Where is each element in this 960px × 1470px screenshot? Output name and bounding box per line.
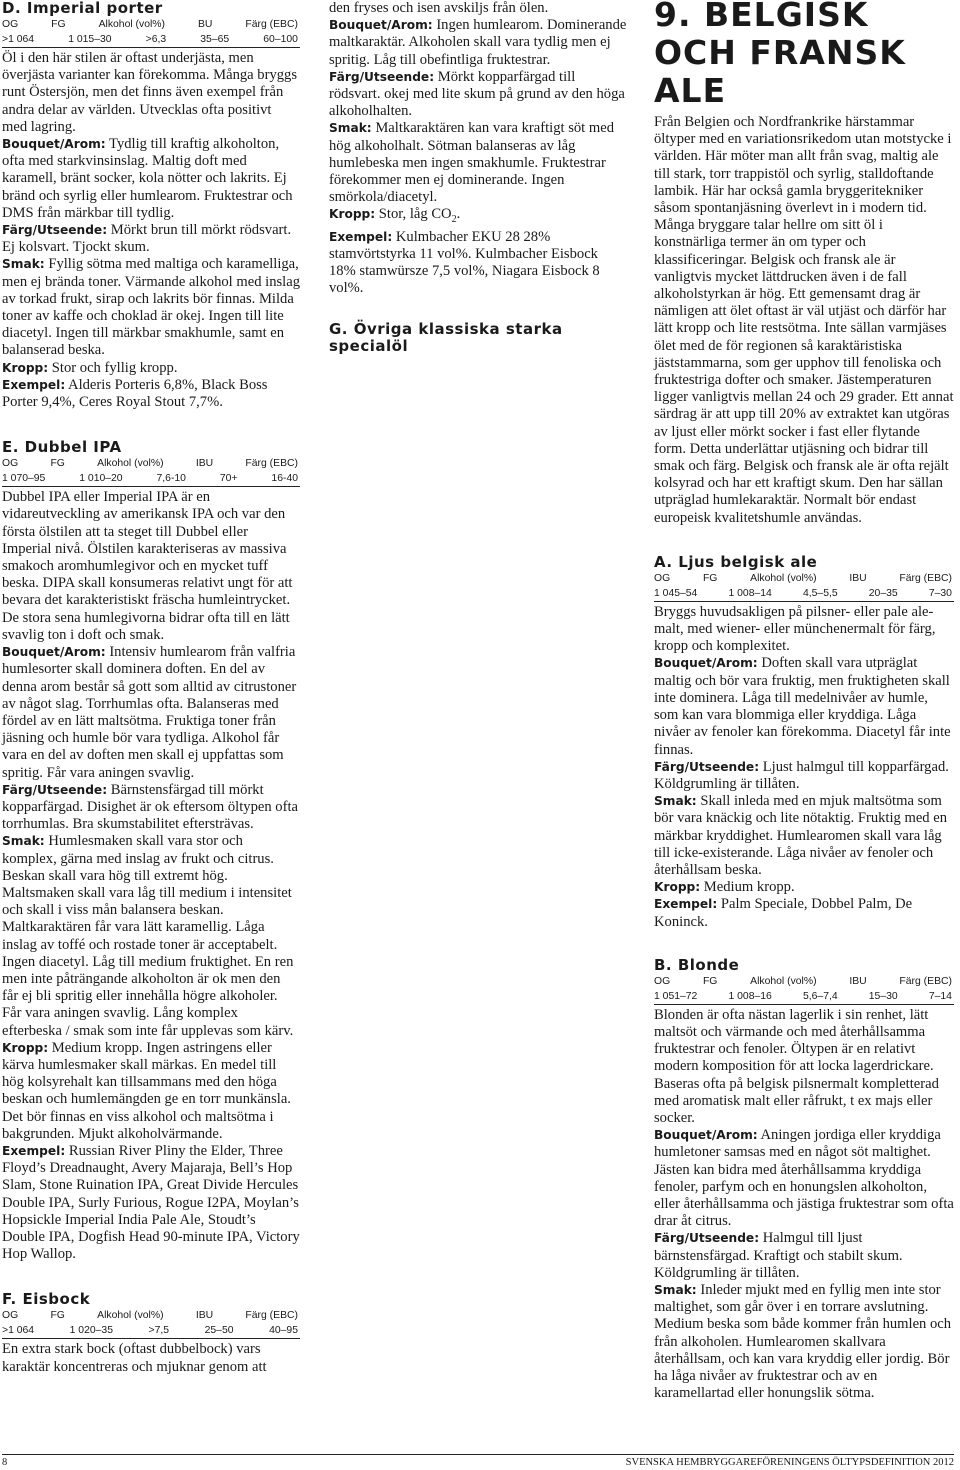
chapter-heading-line2: OCH FRANSK ALE [654, 33, 906, 110]
column-right [654, 0, 954, 1402]
intro-paragraph: Bryggs huvudsakligen på pilsner- eller pale ale-malt, med wiener- eller münchenermalt för färg, kropp och komplexitet. [654, 603, 936, 655]
intro-paragraph: Öl i den här stilen är oftast underjästa, men överjästa varianter kan förekomma. Många bryggs runt Östersjön, men det finns även exempel från andra delar av världen. Utvecklas ofta positivt med lagring. [2, 50, 298, 135]
spec-value-row [654, 991, 954, 1005]
spec-header: FG [702, 572, 718, 584]
spec-value: >7,5 [148, 1325, 170, 1337]
example-label: Exempel: [2, 1143, 66, 1158]
bouquet-text: Aningen jordiga eller kryddiga humletoner samsas med en något söt maltighet. Jästen kan bidra med återhållsamma kryddiga fenoler, parfym och en honungslen alkoholton, eller återhållsamma och jästiga fruktestrar som ofta drar åt citrus. [654, 1127, 954, 1230]
spec-header: Färg (EBC) [245, 458, 298, 470]
taste-text: Humlesmaken skall vara stor och komplex, gärna med inslag av frukt och citrus. Beskan skall vara hög till extremt hög. Maltsmaken skall vara låg till medium i intensitet och skall i viss mån balansera beskan. Maltkaraktären får vara lätt karamellig. Låga inslag av toffé och rostade toner är acceptabelt. Ingen diacetyl. Låg till medium fruktighet. En ren men inte påträngande alkoholton är ok men den får ej bli spritig eller innehålla högre alkoholer. Får vara aningen svavlig. Lång komplex efterbeska / smak som inte får upplevas som kärv. [2, 833, 294, 1039]
section-title: B. Blonde [654, 955, 740, 974]
example-label: Exempel: [654, 897, 718, 912]
column-left [2, 0, 300, 1376]
section-imperial-porter [2, 0, 300, 411]
spec-value: 1 008–14 [728, 587, 772, 599]
section-body [2, 50, 300, 411]
intro-paragraph: Blonden är ofta nästan lagerlik i sin renhet, lätt maltsöt och värmande och med återhållsamma fruktestrar och fenoler. Öltypen är en relativt modern komposition för att locka lagerdrickare. Baseras ofta på belgisk pilsnermalt kompletterad med aromatisk malt eller råfrukt, t ex majs eller socker. [654, 1006, 939, 1126]
spec-value: 7–14 [928, 990, 952, 1002]
spec-header: FG [702, 975, 718, 987]
section-body [329, 0, 627, 297]
spec-header: FG [51, 19, 66, 30]
section-blonde [654, 957, 954, 1403]
chapter-heading-line1: 9. BELGISK [654, 0, 869, 34]
example-text: Palm Speciale, Dobbel Palm, De Koninck. [654, 896, 913, 930]
spec-header: FG [50, 458, 65, 470]
color-text: Halmgul till ljust bärnstensfärgad. Kraftigt och stabilt skum. Köldgrumling är tillåten. [654, 1230, 903, 1281]
body-label: Kropp: [2, 1040, 49, 1055]
section-dubbel-ipa [2, 439, 300, 1263]
spec-value: 1 008–16 [728, 990, 772, 1002]
spec-value: 16-40 [271, 473, 298, 485]
section-body [654, 604, 954, 931]
body-paragraph [2, 1040, 300, 1143]
taste-text: Inleder mjukt med en fyllig men inte stor maltighet, som går över i en torrare avslutning. Medium beska som både kommer från humlen och från alkoholen. Humlearomen skallvara återhållsam, och kan vara kryddig eller jordig. Bör ha låga nivåer av fruktestrar och av en karamellartad eller honungslik sötma. [654, 1281, 952, 1402]
spec-value: 1 045–54 [654, 587, 698, 599]
bouquet-paragraph [2, 136, 300, 222]
taste-label: Smak: [2, 834, 45, 849]
color-paragraph [2, 222, 300, 256]
example-paragraph [654, 896, 954, 930]
body-text: Medium kropp. Ingen astringens eller kärva humlesmaker skall märkas. En medel till hög kolsyrehalt kan tillsammans med den höga beskan och humlemängden ge en torr munkänsla. Det bör finnas en viss alkohol och maltsötma i bakgrunden. Mjukt alkoholvärmande. [2, 1039, 291, 1142]
spec-value: 1 010–20 [79, 473, 123, 485]
bouquet-paragraph [329, 17, 627, 69]
chapter-intro [654, 114, 954, 527]
example-paragraph [2, 1143, 300, 1263]
bouquet-label: Bouquet/Arom: [2, 645, 106, 660]
page-footer [2, 1454, 954, 1468]
spec-value: 5,6–7,4 [802, 990, 838, 1002]
spec-value: 70+ [219, 473, 238, 485]
spec-header: OG [2, 19, 19, 30]
column-middle [329, 0, 627, 355]
spec-header: Alkohol (vol%) [97, 1310, 164, 1322]
color-text: Ljust halmgul till kopparfärgad. Köldgrumling är tillåten. [654, 758, 949, 792]
taste-label: Smak: [329, 121, 372, 136]
spec-header: OG [2, 458, 19, 470]
spec-value: 4,5–5,5 [802, 587, 838, 599]
spec-value-row [2, 34, 300, 48]
spec-header-row [654, 976, 954, 988]
body-paragraph [329, 206, 627, 228]
example-paragraph [329, 229, 627, 298]
body-label: Kropp: [654, 880, 701, 895]
example-label: Exempel: [2, 377, 66, 392]
bouquet-text: Doften skall vara utpräglat maltig och bör vara fruktig, men fruktigheten skall inte dominera. Låga till medelnivåer av humle, som kan vara blommiga eller kryddiga. Låga nivåer av fenoler kan förekomma. Diacetyl får inte finnas. [654, 655, 951, 758]
body-text: Stor och fyllig kropp. [48, 359, 178, 376]
body-text: Medium kropp. [700, 879, 795, 896]
spec-header: Färg (EBC) [245, 19, 298, 30]
bouquet-paragraph [654, 1127, 954, 1230]
bouquet-text: Ingen humlearom. Dominerande maltkaraktär. Alkoholen skall vara tydlig men ej spritig. Låg till obefintliga fruktestrar. [329, 17, 627, 68]
color-label: Färg/Utseende: [2, 223, 108, 238]
spec-header: Färg (EBC) [899, 975, 952, 987]
spec-header: IBU [849, 572, 867, 584]
taste-paragraph [329, 120, 627, 206]
color-label: Färg/Utseende: [654, 759, 760, 774]
spec-header: FG [50, 1310, 65, 1322]
taste-paragraph [654, 1282, 954, 1402]
spec-value: >6,3 [145, 34, 167, 45]
example-text: Alderis Porteris 6,8%, Black Boss Porter 9,4%, Ceres Royal Stout 7,7%. [2, 376, 268, 411]
taste-paragraph [2, 833, 300, 1039]
section-title-ovriga: G. Övriga klassiska starka specialöl [329, 320, 563, 356]
spec-value: 35–65 [200, 34, 230, 45]
spec-value: 7–30 [928, 587, 952, 599]
example-text: Russian River Pliny the Elder, Three Floyd’s Dreadnaught, Avery Majaraja, Bell’s Hop Slam, Stone Ruination IPA, Great Divide Hercules Double IPA, Surly Furious, Rogue I2PA, Moylan’s Hopsickle Imperial India Pale Ale, Stoudt’s Double IPA, Dogfish Head 90-minute IPA, Victory Hop Wallop. [2, 1142, 300, 1263]
spec-header-row [2, 458, 300, 470]
intro-paragraph: En extra stark bock (oftast dubbelbock) vars karaktär koncentreras och mjuknar genom att [2, 1341, 267, 1375]
body-paragraph [2, 360, 300, 377]
body-subscript: 2 [451, 214, 457, 226]
spec-value: 1 051–72 [654, 990, 698, 1002]
color-label: Färg/Utseende: [329, 69, 435, 84]
section-title: D. Imperial porter [2, 0, 163, 17]
color-paragraph [654, 1230, 954, 1282]
example-paragraph [2, 377, 300, 411]
color-label: Färg/Utseende: [2, 782, 108, 797]
spec-value: 7,6-10 [156, 473, 186, 485]
spec-header: BU [197, 19, 213, 30]
spec-header-row [654, 573, 954, 585]
spec-value: 40–95 [269, 1325, 298, 1337]
spec-header: IBU [849, 975, 867, 987]
taste-paragraph [2, 256, 300, 359]
taste-text: Skall inleda med en mjuk maltsötma som bör vara knäckig och lite nötaktig. Fruktig med en märkbar kryddighet. Humlearomen skall vara låg till icke-existerande. Låga nivåer av fenoler och återhållsam beska. [654, 793, 948, 878]
spec-header: IBU [195, 1310, 214, 1322]
spec-header: Alkohol (vol%) [97, 458, 164, 470]
chapter-heading [654, 0, 954, 110]
page-number: 8 [2, 1457, 8, 1468]
spec-value: 20–35 [868, 587, 898, 599]
section-title: E. Dubbel IPA [2, 438, 122, 457]
spec-header: OG [654, 572, 671, 584]
spec-value-row [2, 1325, 300, 1339]
intro-paragraph: Från Belgien och Nordfrankrike härstammar öltyper med en variationsrikedom utan motstycke i världen. Här möter man allt från svag, maltig ale till stark, torr trappistöl och syrlig, stalldoftande lambik. Här har också gamla bryggeritekniker såsom spontanjäsning överlevt in i modern tid. Många bryggare talar hellre om sitt öl i konstnärliga termer än om typer och klassificeringar. Belgisk och fransk ale är vanligtvis mycket lättdrucken även i de fall alkoholstyrkan är hög. Ett gemensamt drag är nämligen att ölet oftast är väl utjäst och därför har lätt kropp och lite restsötma. Inte sällan varmjäses ölet med de för regionen så karaktäristiska jäststammarna, som ger upphov till fenoliska och fruktestriga dofter och smaker. Jästemperaturen ligger vanligtvis mellan 24 och 29 grader. Ett annat särdrag är att upp till 20% av extraktet kan utgöras av ljust eller mörkt socker i fast eller flytande form. Detta underlättar utjäsning och bidrar till smak och färg. Belgisk och fransk ale är ofta rejält kolsyrad och har ett kraftigt skum. Den har sällan utpräglad humlekaraktär. Normalt bör endast europeisk kvalitetshumle användas. [654, 114, 954, 526]
example-label: Exempel: [329, 229, 393, 244]
spec-header: Färg (EBC) [899, 572, 952, 584]
spec-header: OG [654, 975, 671, 987]
spec-value: 1 015–30 [68, 34, 112, 45]
spec-header: IBU [195, 458, 214, 470]
spec-value: 15–30 [868, 990, 898, 1002]
spec-value: 1 020–35 [69, 1325, 113, 1337]
section-body [654, 1007, 954, 1403]
footer-publication: SVENSKA HEMBRYGGAREFÖRENINGENS ÖLTYPSDEFINITION 2012 [625, 1457, 954, 1468]
example-text: Kulmbacher EKU 28 28% stamvörtstyrka 11 vol%. Kulmbacher Eisbock 18% stamwürsze 7,5 vol%, Niagara Eisbock 8 vol%. [329, 228, 600, 297]
bouquet-label: Bouquet/Arom: [329, 18, 433, 33]
section-ljus-belgisk-ale [654, 554, 954, 931]
spec-header: Alkohol (vol%) [750, 572, 817, 584]
section-title: F. Eisbock [2, 1290, 91, 1309]
spec-header: Färg (EBC) [245, 1310, 298, 1322]
bouquet-label: Bouquet/Arom: [2, 137, 106, 152]
spec-value: 1 070–95 [2, 473, 46, 485]
body-text-end: . [456, 206, 461, 223]
spec-value: 60–100 [263, 34, 298, 45]
body-label: Kropp: [329, 207, 376, 222]
continued-paragraph: den fryses och isen avskiljs från ölen. [329, 0, 549, 16]
bouquet-paragraph [2, 644, 300, 782]
spec-header: OG [2, 1310, 19, 1322]
section-eisbock [2, 1291, 300, 1375]
body-label: Kropp: [2, 360, 49, 375]
spec-header: Alkohol (vol%) [98, 19, 165, 30]
taste-label: Smak: [2, 257, 45, 272]
body-text: Stor, låg CO [375, 206, 452, 223]
section-body [2, 489, 300, 1263]
color-text: Bärnstensfärgad till mörkt kopparfärgad. Disighet är ok eftersom öltypen ofta torrhumlas. Bra skumstabilitet eftersträvas. [2, 781, 298, 833]
bouquet-paragraph [654, 655, 954, 758]
spec-value: >1 064 [2, 1325, 35, 1337]
spec-header: Alkohol (vol%) [750, 975, 817, 987]
body-paragraph [654, 879, 954, 896]
taste-label: Smak: [654, 1282, 697, 1297]
color-text: Mörkt brun till mörkt rödsvart. Ej kolsvart. Tjockt skum. [2, 222, 292, 256]
intro-paragraph: Dubbel IPA eller Imperial IPA är en vidareutveckling av amerikansk IPA och var den första ölstilen att ta steget till Dubbel eller Imperial nivå. Ölstilen karakteriseras av massiva smakoch aromhumlegivor och en mycket tuff beska. DIPA skall konsumeras relativt ungt för att bevara det karakteristiskt fräscha humleintrycket. De stora sena humlegivorna bidrar ofta till en lätt svavlig ton i doft och smak. [2, 489, 293, 643]
taste-text: Maltkaraktären kan vara kraftigt söt med hög alkoholhalt. Sötman balanseras av låg humlebeska men ingen smakhumle. Fruktestrar förekommer men ej dominerande. Ingen smörkola/diacetyl. [329, 120, 615, 206]
color-text: Mörkt kopparfärgad till rödsvart. okej med lite skum på grund av den höga alkoholhalten. [329, 68, 625, 120]
section-body [2, 1341, 300, 1375]
bouquet-text: Intensiv humlearom från valfria humlesorter skall dominera doften. En del av denna arom består så gott som alltid av citrustoner av något slag. Torrhumlas ofta. Balanseras med fördel av en lätt maltsötma. Fruktiga toner från jäsning och humle bör vara tydliga. Alkohol får vara en del av doften men skall ej uppfattas som spritig. Får vara aningen svavlig. [2, 644, 297, 781]
spec-value-row [654, 588, 954, 602]
spec-value: >1 064 [2, 34, 35, 45]
taste-paragraph [654, 793, 954, 879]
bouquet-label: Bouquet/Arom: [654, 656, 758, 671]
spec-header-row [2, 1310, 300, 1322]
bouquet-text: Tydlig till kraftig alkoholton, ofta med starkvinsinslag. Maltig doft med karamell, bränt socker, kola nötter och lakrits. Ej bränd och syrlig eller humlearom. Fruktestrar och DMS från märkbar till tydlig. [2, 136, 293, 221]
taste-label: Smak: [654, 794, 697, 809]
spec-value: 25–50 [204, 1325, 234, 1337]
bouquet-label: Bouquet/Arom: [654, 1128, 758, 1143]
color-paragraph [654, 759, 954, 793]
color-label: Färg/Utseende: [654, 1231, 760, 1246]
section-title: A. Ljus belgisk ale [654, 552, 818, 571]
color-paragraph [2, 782, 300, 834]
color-paragraph [329, 69, 627, 121]
spec-value-row [2, 473, 300, 487]
taste-text: Fyllig sötma med maltiga och karamelliga, men ej brända toner. Värmande alkohol med inslag av torkad frukt, sirap och lakrits bör finnas. Milda toner av kaffe och choklad är okej. Ingen till lite diacetyl. Ingen till märkbar smakhumle, samt en balanserad beska. [2, 256, 301, 359]
spec-header-row [2, 19, 300, 31]
